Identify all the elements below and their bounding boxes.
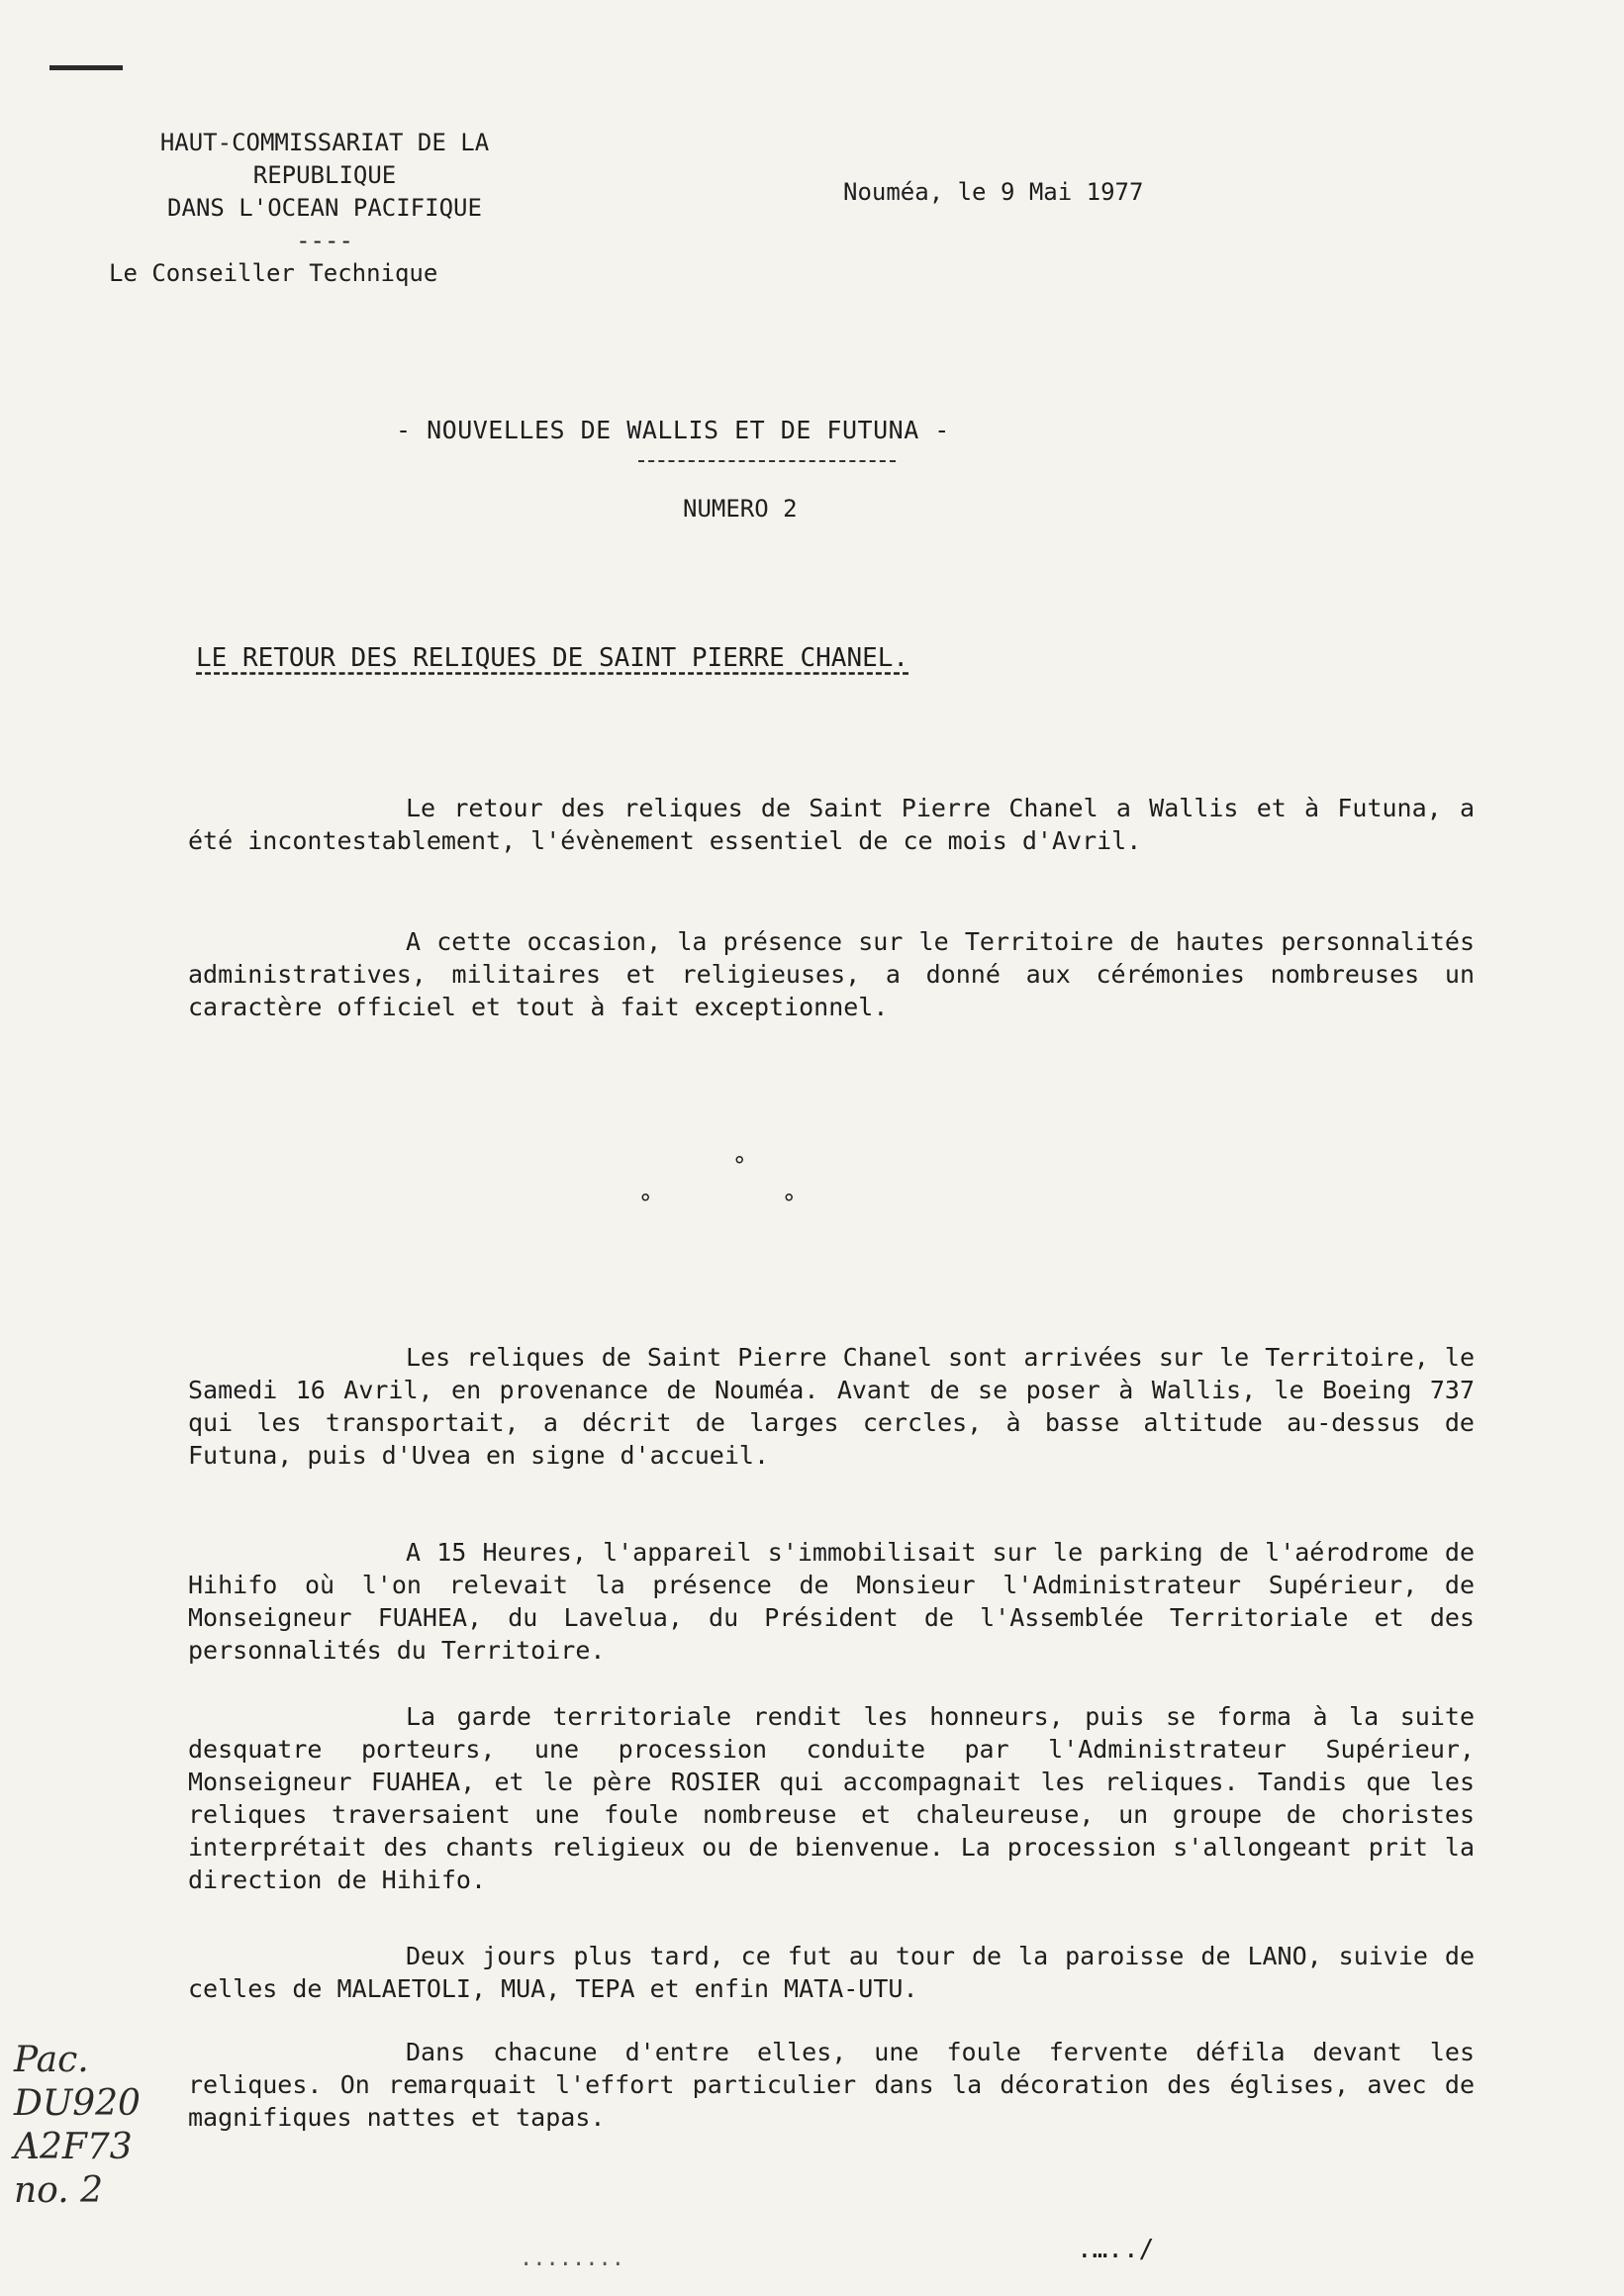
signatory-title: Le Conseiller Technique — [109, 259, 438, 287]
dateline: Nouméa, le 9 Mai 1977 — [843, 178, 1144, 206]
separator-mark: ° — [732, 1152, 747, 1180]
handwritten-call-number: Pac. DU920 A2F73 no. 2 — [14, 2040, 141, 2211]
separator-mark: ° — [638, 1190, 653, 1217]
paragraph: Les reliques de Saint Pierre Chanel sont arrivées sur le Territoire, le Samedi 16 Avril, en provenance de Nouméa. Avant de se poser à Wallis, le Boeing 737 qui les transportait, a décrit de larges cercles, à basse altitude au-dessus de Futuna, puis d'Uvea en signe d'accueil. — [188, 1343, 1475, 1470]
org-line: HAUT-COMMISSARIAT DE LA — [159, 129, 490, 156]
org-line: ---- — [296, 227, 353, 254]
org-line: DANS L'OCEAN PACIFIQUE — [167, 194, 482, 222]
paragraph: A 15 Heures, l'appareil s'immobilisait sur le parking de l'aérodrome de Hihifo où l'on relevait la présence de Monsieur l'Administrateur Supérieur, de Monseigneur FUAHEA, du Lavelua, du Président de l'Assemblée Territoriale et des personnalités du Territoire. — [188, 1538, 1475, 1665]
separator-mark: ° — [782, 1190, 797, 1217]
paragraph: Deux jours plus tard, ce fut au tour de la paroisse de LANO, suivie de celles de MALAETOLI, MUA, TEPA et enfin MATA-UTU. — [188, 1942, 1475, 2003]
paragraph: La garde territoriale rendit les honneurs, puis se forma à la suite desquatre porteurs, une procession conduite par l'Administrateur Supérieur, Monseigneur FUAHEA, et le père ROSIER qui accompagnait les reliques. Tandis que les reliques traversaient une foule nombreuse et chaleureuse, un groupe de choristes interprétait des chants religieux ou de bienvenue. La procession s'allongeant prit la direction de Hihifo. — [188, 1702, 1475, 1894]
paragraph: A cette occasion, la présence sur le Territoire de hautes personnalités administratives, militaires et religieuses, a donné aux cérémonies nombreuses un caractère officiel et tout à fait exceptionnel. — [188, 927, 1475, 1021]
footer-dots: ........ — [520, 2247, 624, 2271]
issue-number: NUMERO 2 — [683, 495, 798, 523]
article-heading: LE RETOUR DES RELIQUES DE SAINT PIERRE CHANEL. — [196, 643, 909, 673]
paragraph: Le retour des reliques de Saint Pierre Chanel a Wallis et à Futuna, a été incontestablement, l'évènement essentiel de ce mois d'Avril. — [188, 794, 1475, 855]
continued-marker: .…../ — [1077, 2235, 1155, 2264]
bulletin-title: - NOUVELLES DE WALLIS ET DE FUTUNA - — [396, 416, 950, 444]
top-left-mark — [49, 65, 123, 70]
org-line: REPUBLIQUE — [252, 161, 397, 189]
title-underline — [638, 460, 896, 464]
paragraph: Dans chacune d'entre elles, une foule fervente défila devant les reliques. On remarquait l'effort particulier dans la décoration des églises, avec de magnifiques nattes et tapas. — [188, 2038, 1475, 2132]
issuing-authority — [107, 127, 542, 257]
